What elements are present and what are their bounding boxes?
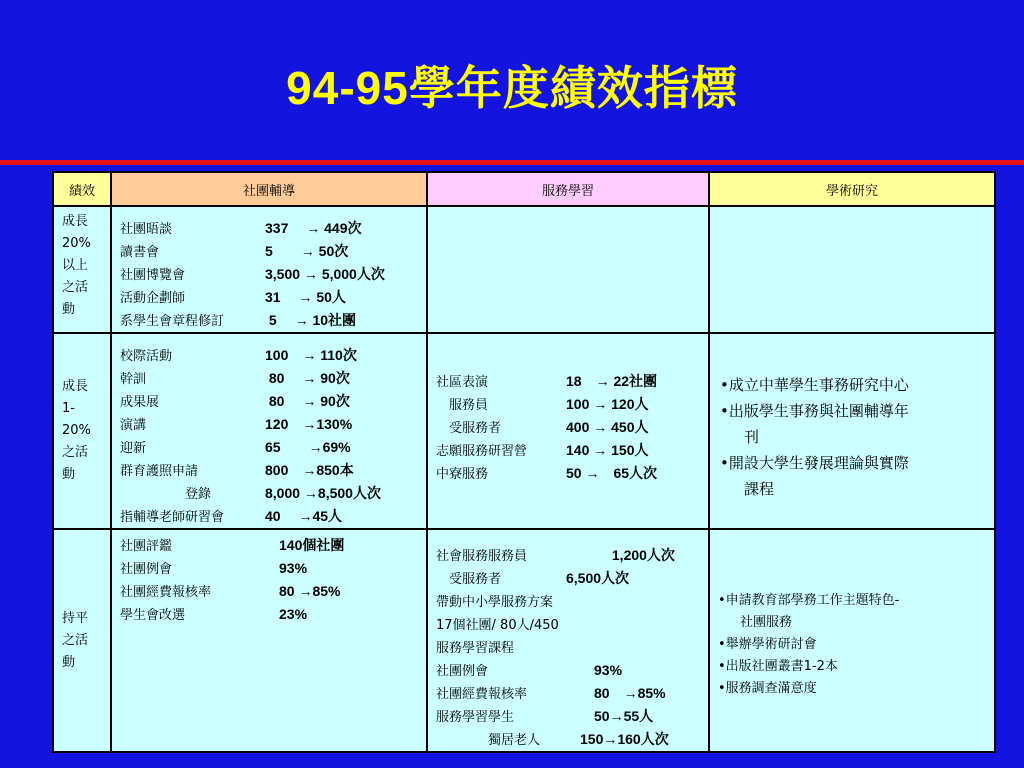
table-row — [53, 206, 995, 333]
item-value: 18 → 22社團 — [566, 373, 658, 389]
item-label: 演講 — [120, 418, 147, 433]
item-value: 40 →45人 — [265, 508, 343, 524]
list-item: •開設大學生發展理論與實際 — [720, 454, 909, 472]
table-row — [53, 333, 995, 529]
item-value: 5 → 10社團 — [265, 312, 357, 328]
club-cell — [111, 333, 427, 529]
list-item — [436, 659, 708, 682]
item-value: 8,000 →8,500人次 — [265, 485, 381, 501]
item-label: 志願服務研習營 — [436, 444, 528, 459]
list-item — [120, 436, 426, 459]
item-label: 系學生會章程修訂 — [120, 314, 225, 329]
service-cell — [427, 206, 709, 333]
item-value: 93% — [265, 560, 308, 576]
item-value: 100 → 110次 — [265, 347, 357, 363]
service-cell — [427, 529, 709, 752]
category-line: 之活 — [62, 280, 89, 295]
item-label: 社團評鑑 — [120, 539, 173, 554]
header-academic-research: 學術研究 — [709, 172, 995, 206]
item-label: 校際活動 — [120, 349, 173, 364]
item-value: 6,500人次 — [566, 570, 630, 586]
item-value: 80 → 90次 — [265, 393, 350, 409]
list-item — [436, 613, 708, 636]
item-label: 社團晤談 — [120, 222, 173, 237]
list-item: •成立中華學生事務研究中心 — [720, 376, 909, 394]
list-item — [436, 416, 708, 439]
list-item — [436, 393, 708, 416]
list-item — [120, 580, 426, 603]
item-label: 社團經費報核率 — [436, 687, 528, 702]
list-item — [436, 728, 708, 751]
category-line: 動 — [62, 302, 76, 317]
list-item — [120, 482, 426, 505]
category-line: 成長 — [62, 214, 89, 229]
item-label: 迎新 — [120, 441, 147, 456]
club-cell — [111, 529, 427, 752]
item-label: 受服務者 — [436, 421, 502, 436]
list-item — [120, 534, 426, 557]
item-label: 服務學習課程 — [436, 641, 515, 656]
item-value: 140個社團 — [265, 537, 345, 553]
list-item — [436, 636, 708, 659]
row-category — [53, 529, 111, 752]
category-line: 動 — [62, 654, 76, 670]
club-list — [112, 334, 426, 528]
category-line: 之活 — [62, 632, 89, 648]
item-label: 帶動中小學服務方案 — [436, 595, 554, 610]
row-category — [53, 206, 111, 333]
list-item: •申請教育部學務工作主題特色- — [718, 593, 900, 608]
item-value: 3,500 → 5,000人次 — [265, 266, 385, 282]
item-value: 50→55人 — [566, 708, 654, 724]
item-label: 社區表演 — [436, 375, 489, 390]
list-item — [120, 603, 426, 626]
item-value: 50 → 65人次 — [566, 465, 658, 481]
item-label: 社團博覽會 — [120, 268, 186, 283]
item-label: 社團經費報核率 — [120, 585, 212, 600]
header-performance: 績效 — [53, 172, 111, 206]
item-label: 讀書會 — [120, 245, 160, 260]
service-list — [428, 334, 708, 485]
item-label: 服務學習學生 — [436, 710, 515, 725]
list-item — [120, 367, 426, 390]
item-value: 31 → 50人 — [265, 289, 346, 305]
list-item — [120, 505, 426, 528]
service-cell — [427, 333, 709, 529]
list-item: 刊 — [744, 428, 760, 446]
list-item: •出版學生事務與社團輔導年 — [720, 402, 909, 420]
list-item — [120, 217, 426, 240]
list-item — [120, 286, 426, 309]
header-service-learning: 服務學習 — [427, 172, 709, 206]
item-value: 150→160人次 — [566, 731, 669, 747]
list-item — [120, 240, 426, 263]
item-value: 23% — [265, 606, 308, 622]
item-label: 學生會改選 — [120, 608, 186, 623]
list-item — [436, 370, 708, 393]
item-value: 93% — [566, 662, 623, 678]
list-item: 課程 — [744, 480, 775, 498]
category-line: 以上 — [62, 258, 89, 273]
item-value: 140 → 150人 — [566, 442, 649, 458]
list-item — [120, 557, 426, 580]
item-label: 社團例會 — [436, 664, 489, 679]
header-club-guidance: 社團輔導 — [111, 172, 427, 206]
club-cell — [111, 206, 427, 333]
list-item — [436, 705, 708, 728]
item-value: 1,200人次 — [566, 547, 675, 563]
list-item — [120, 263, 426, 286]
item-label: 受服務者 — [436, 572, 502, 587]
category-line: 動 — [62, 467, 76, 482]
item-value: 800 →850本 — [265, 462, 354, 478]
item-label: 登錄 — [120, 487, 212, 502]
list-item — [436, 544, 708, 567]
item-value: 337 → 449次 — [265, 220, 362, 236]
research-list — [710, 530, 994, 700]
research-cell — [709, 529, 995, 752]
category-line: 持平 — [62, 610, 89, 626]
item-label: 社團例會 — [120, 562, 173, 577]
item-label: 成果展 — [120, 395, 160, 410]
row-category — [53, 333, 111, 529]
header-row — [53, 172, 995, 206]
item-label: 群育護照申請 — [120, 464, 199, 479]
item-value: 80 → 90次 — [265, 370, 350, 386]
item-value: 80 →85% — [265, 583, 341, 599]
category-line: 20% — [62, 423, 91, 438]
category-line: 20% — [62, 236, 91, 251]
item-value: 80 →85% — [566, 685, 666, 701]
research-cell — [709, 333, 995, 529]
performance-table — [52, 171, 996, 753]
item-label: 中寮服務 — [436, 467, 489, 482]
item-value: 400 → 450人 — [566, 419, 649, 435]
list-item — [436, 590, 708, 613]
service-list — [428, 530, 708, 751]
research-list — [710, 334, 994, 502]
list-item — [120, 309, 426, 332]
table-row — [53, 529, 995, 752]
item-label: 17個社團/ 80人/450 — [436, 618, 559, 633]
list-item: •出版社團叢書1-2本 — [718, 659, 838, 674]
research-cell — [709, 206, 995, 333]
list-item — [120, 459, 426, 482]
list-item — [120, 413, 426, 436]
list-item — [436, 439, 708, 462]
list-item — [120, 344, 426, 367]
item-label: 指輔導老師研習會 — [120, 510, 225, 525]
item-value: 120 →130% — [265, 416, 353, 432]
list-item: •舉辦學術研討會 — [718, 637, 817, 652]
item-value: 100 → 120人 — [566, 396, 649, 412]
club-list — [112, 530, 426, 626]
list-item — [436, 567, 708, 590]
item-label: 活動企劃師 — [120, 291, 186, 306]
club-list — [112, 207, 426, 332]
item-value: 65 →69% — [265, 439, 351, 455]
item-label: 社會服務服務員 — [436, 549, 528, 564]
category-line: 1- — [62, 401, 75, 416]
list-item — [436, 462, 708, 485]
item-label: 幹訓 — [120, 372, 147, 387]
category-line: 成長 — [62, 379, 89, 394]
list-item — [120, 390, 426, 413]
item-value: 5 → 50次 — [265, 243, 349, 259]
page-title: 94-95學年度績效指標 — [286, 62, 738, 114]
item-label: 獨居老人 — [436, 733, 541, 748]
title-divider — [0, 160, 1024, 165]
list-item: •服務調查滿意度 — [718, 681, 817, 696]
category-line: 之活 — [62, 445, 89, 460]
item-label: 服務員 — [436, 398, 489, 413]
list-item — [436, 682, 708, 705]
list-item: 社團服務 — [740, 615, 793, 630]
